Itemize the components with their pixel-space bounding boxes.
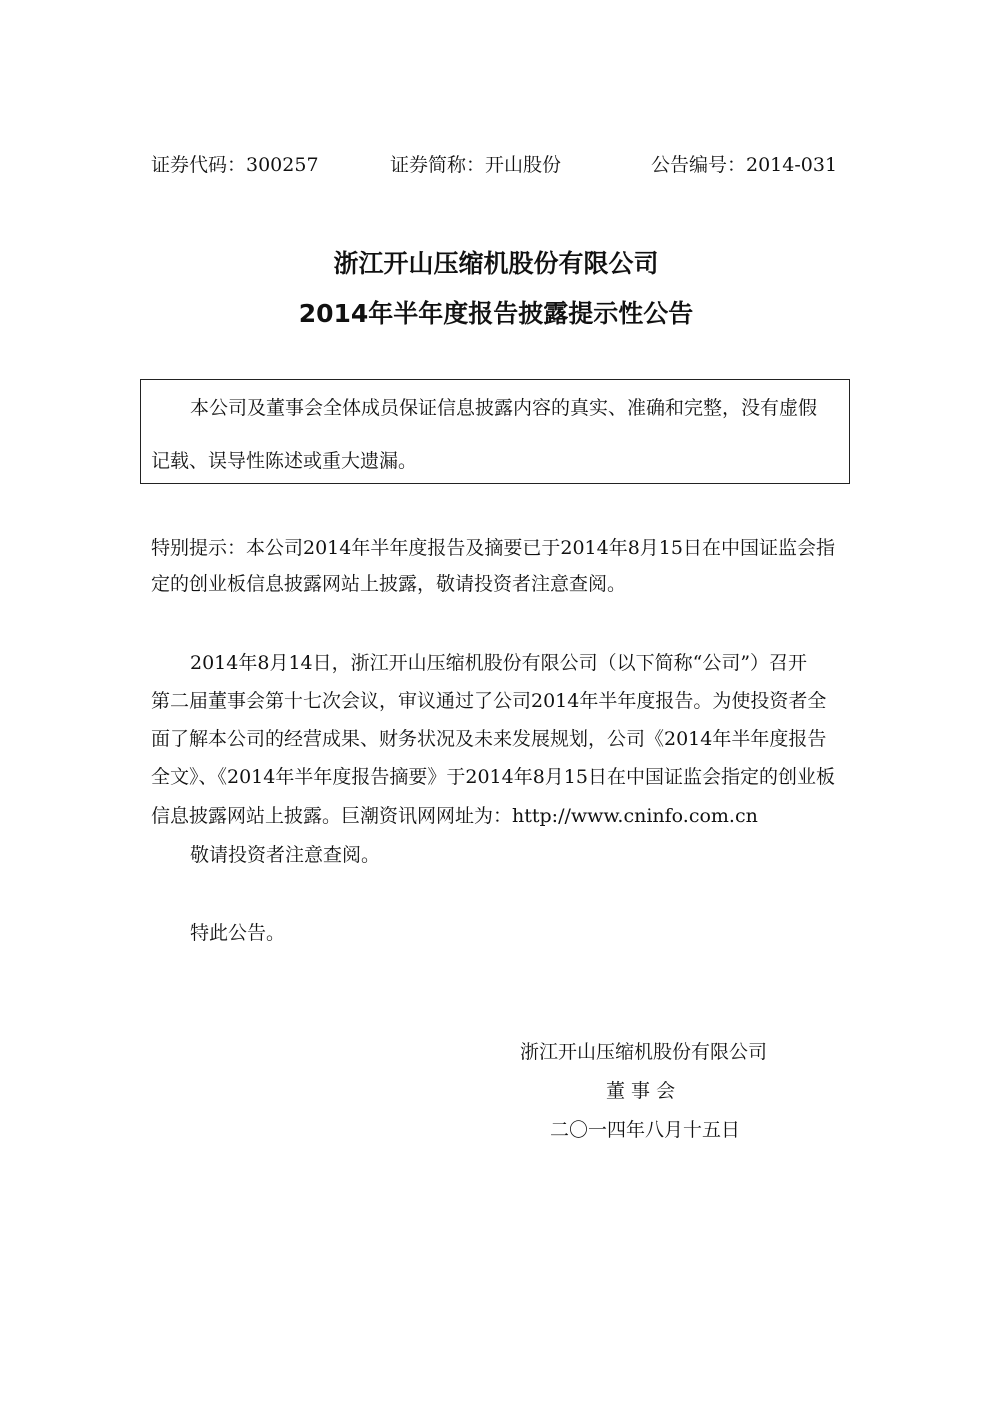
- body-line-1: 2014年8月14日，浙江开山压缩机股份有限公司（以下简称“公司”）召开: [190, 652, 808, 674]
- statement-line-1: 本公司及董事会全体成员保证信息披露内容的真实、准确和完整，没有虚假: [190, 397, 818, 419]
- special-notice-line-1: 特别提示：本公司2014年半年度报告及摘要已于2014年8月15日在中国证监会指: [151, 537, 835, 559]
- signature-board: 董 事 会: [606, 1080, 676, 1102]
- closing-text: 特此公告。: [190, 922, 286, 944]
- stock-code: 证券代码：300257: [151, 154, 319, 176]
- statement-line-2: 记载、误导性陈述或重大遗漏。: [151, 450, 418, 472]
- announcement-title: 2014年半年度报告披露提示性公告: [298, 299, 694, 328]
- announcement-number: 公告编号：2014-031: [651, 154, 838, 176]
- company-title: 浙江开山压缩机股份有限公司: [333, 249, 659, 278]
- signature-date: 二〇一四年八月十五日: [550, 1119, 741, 1141]
- stock-name: 证券简称：开山股份: [390, 154, 562, 176]
- body-line-5: 信息披露网站上披露。巨潮资讯网网址为：http://www.cninfo.com.cn: [151, 805, 758, 827]
- body-line-2: 第二届董事会第十七次会议，审议通过了公司2014年半年度报告。为使投资者全: [151, 690, 827, 712]
- body-line-4: 全文》、《2014年半年度报告摘要》于2014年8月15日在中国证监会指定的创业板: [151, 766, 835, 788]
- signature-company: 浙江开山压缩机股份有限公司: [520, 1041, 768, 1063]
- special-notice-line-2: 定的创业板信息披露网站上披露，敬请投资者注意查阅。: [151, 573, 627, 595]
- body-line-3: 面了解本公司的经营成果、财务状况及未来发展规划，公司《2014年半年度报告: [151, 728, 827, 750]
- body-line-6: 敬请投资者注意查阅。: [190, 844, 381, 866]
